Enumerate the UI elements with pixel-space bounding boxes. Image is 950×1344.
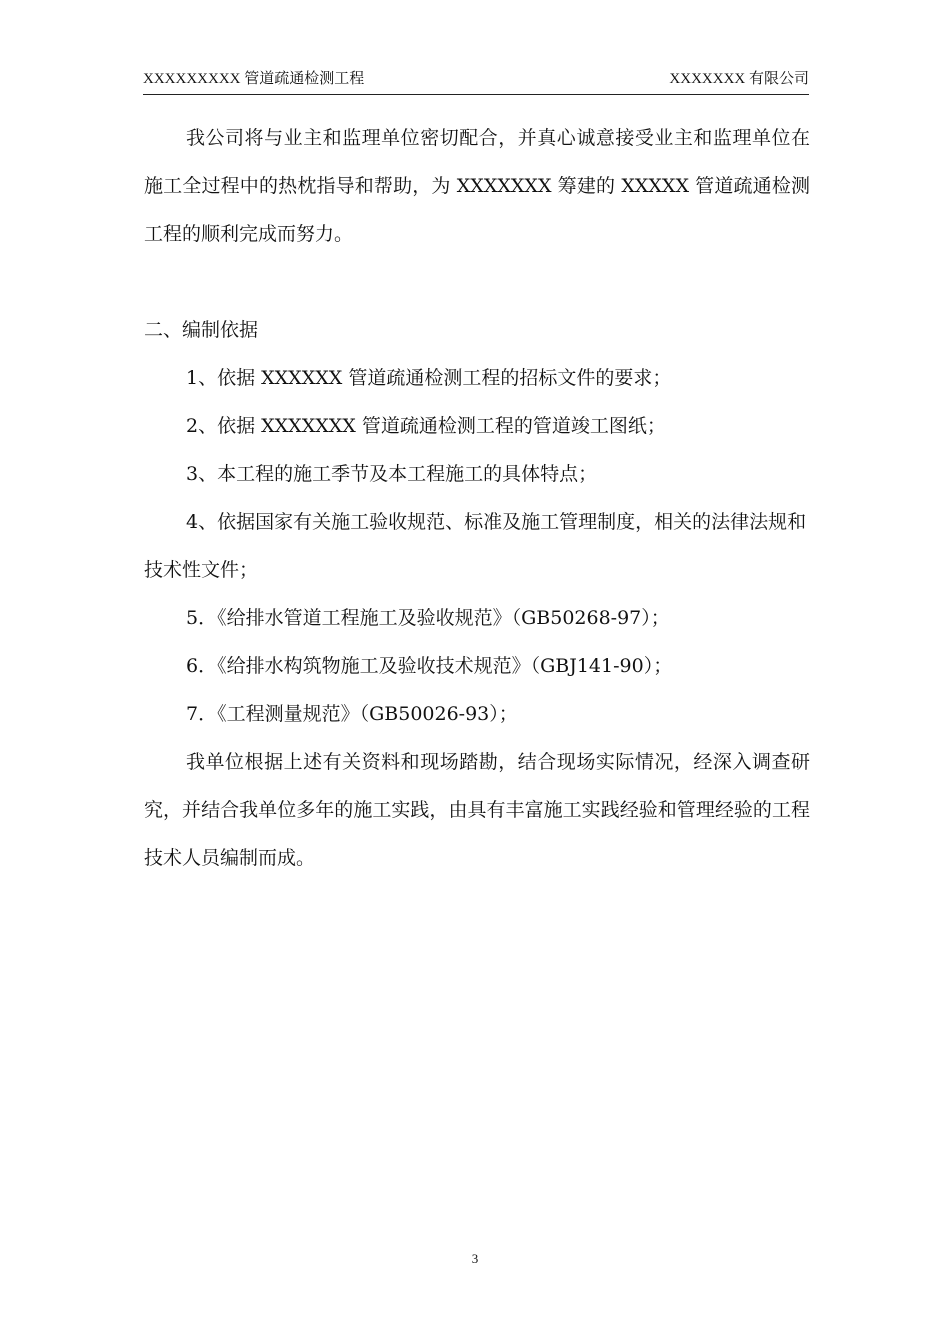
basis-item-2: 2、依据 XXXXXXX 管道疏通检测工程的管道竣工图纸； <box>186 415 666 437</box>
header-company-name: XXXXXXX 有限公司 <box>669 71 809 87</box>
basis-item-3: 3、本工程的施工季节及本工程施工的具体特点； <box>186 463 598 485</box>
basis-item-4: 4、依据国家有关施工验收规范、标准及施工管理制度，相关的法律法规和技术性文件； <box>144 511 807 581</box>
basis-item-7: 7．《工程测量规范》（GB50026-93）； <box>186 703 518 725</box>
basis-item-6: 6．《给排水构筑物施工及验收技术规范》（GBJ141-90）； <box>186 655 673 677</box>
closing-paragraph: 我单位根据上述有关资料和现场踏勘，结合现场实际情况，经深入调查研究，并结合我单位多年的施工实践，由具有丰富施工实践经验和管理经验的工程技术人员编制而成。 <box>144 751 810 869</box>
document-body <box>144 114 810 882</box>
basis-item-1: 1、依据 XXXXXX 管道疏通检测工程的招标文件的要求； <box>186 367 672 389</box>
header-divider <box>143 94 809 95</box>
section-heading: 二、编制依据 <box>144 319 259 341</box>
intro-paragraph: 我公司将与业主和监理单位密切配合，并真心诚意接受业主和监理单位在施工全过程中的热枕指导和帮助，为 XXXXXXX 筹建的 XXXXX 管道疏通检测工程的顺利完成而努力。 <box>144 127 810 245</box>
page-header <box>143 66 809 92</box>
header-project-title: XXXXXXXXX 管道疏通检测工程 <box>143 71 365 87</box>
page-number: 3 <box>471 1251 479 1266</box>
basis-item-5: 5．《给排水管道工程施工及验收规范》（GB50268-97）； <box>186 607 670 629</box>
